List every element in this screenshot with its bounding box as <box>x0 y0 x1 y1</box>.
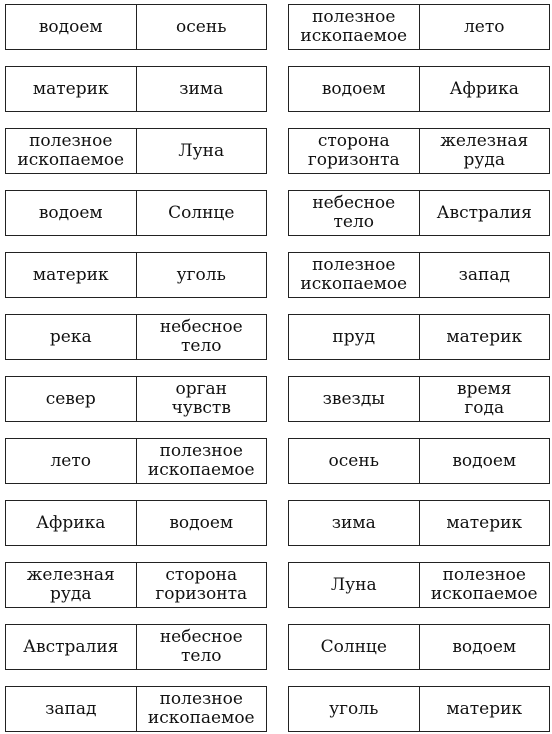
card-word-right: Африка <box>419 67 550 111</box>
card-word-right: уголь <box>136 253 267 297</box>
card-word-right: зима <box>136 67 267 111</box>
card-word-left: зима <box>331 512 376 533</box>
card-word-right: полезное ископаемое <box>136 687 267 731</box>
card-word-left: водоем <box>38 202 103 223</box>
word-card <box>288 376 550 422</box>
card-word-right: лето <box>419 5 550 49</box>
word-card <box>288 314 550 360</box>
word-card <box>288 190 550 236</box>
card-word-left: сторона горизонта <box>307 131 400 170</box>
word-card <box>5 252 267 298</box>
word-card <box>288 252 550 298</box>
word-card <box>5 438 267 484</box>
word-card <box>5 562 267 608</box>
card-word-right: Австралия <box>419 191 550 235</box>
word-card <box>5 128 267 174</box>
card-word-left: водоем <box>321 78 386 99</box>
word-card <box>5 624 267 670</box>
card-word-right: небесное тело <box>136 625 267 669</box>
card-word-right: Луна <box>136 129 267 173</box>
card-word-right: запад <box>419 253 550 297</box>
card-word-left: Луна <box>330 574 377 595</box>
word-card <box>5 66 267 112</box>
card-word-right: сторона горизонта <box>136 563 267 607</box>
word-card <box>288 66 550 112</box>
word-card <box>288 624 550 670</box>
card-word-right: полезное ископаемое <box>136 439 267 483</box>
word-card <box>288 4 550 50</box>
word-card <box>5 314 267 360</box>
card-word-right: материк <box>419 315 550 359</box>
card-word-right: небесное тело <box>136 315 267 359</box>
card-word-right: материк <box>419 501 550 545</box>
card-word-left: Австралия <box>23 636 119 657</box>
card-word-left: железная руда <box>26 565 115 604</box>
word-card <box>288 562 550 608</box>
word-card <box>288 438 550 484</box>
card-word-left: звезды <box>322 388 385 409</box>
card-word-right: осень <box>136 5 267 49</box>
card-word-right: материк <box>419 687 550 731</box>
word-card <box>288 500 550 546</box>
card-word-left: полезное ископаемое <box>300 7 408 46</box>
card-word-left: небесное тело <box>312 193 396 232</box>
card-word-left: уголь <box>329 698 379 719</box>
card-word-left: Солнце <box>320 636 387 657</box>
card-word-right: полезное ископаемое <box>419 563 550 607</box>
card-word-right: железная руда <box>419 129 550 173</box>
word-card <box>5 686 267 732</box>
card-word-left: север <box>45 388 96 409</box>
card-word-left: река <box>49 326 92 347</box>
card-word-left: Африка <box>36 512 106 533</box>
card-word-right: время года <box>419 377 550 421</box>
card-word-left: полезное ископаемое <box>17 131 125 170</box>
card-word-right: орган чувств <box>136 377 267 421</box>
word-card <box>5 376 267 422</box>
word-card <box>288 686 550 732</box>
word-card <box>5 190 267 236</box>
card-word-left: полезное ископаемое <box>300 255 408 294</box>
word-card <box>5 4 267 50</box>
card-word-left: материк <box>32 264 109 285</box>
card-word-right: водоем <box>136 501 267 545</box>
card-word-left: запад <box>45 698 97 719</box>
card-word-left: осень <box>328 450 379 471</box>
word-card <box>288 128 550 174</box>
card-word-left: водоем <box>38 16 103 37</box>
card-word-left: материк <box>32 78 109 99</box>
card-word-right: водоем <box>419 625 550 669</box>
word-card <box>5 500 267 546</box>
card-word-right: Солнце <box>136 191 267 235</box>
card-word-left: лето <box>50 450 91 471</box>
card-word-left: пруд <box>332 326 376 347</box>
card-word-right: водоем <box>419 439 550 483</box>
